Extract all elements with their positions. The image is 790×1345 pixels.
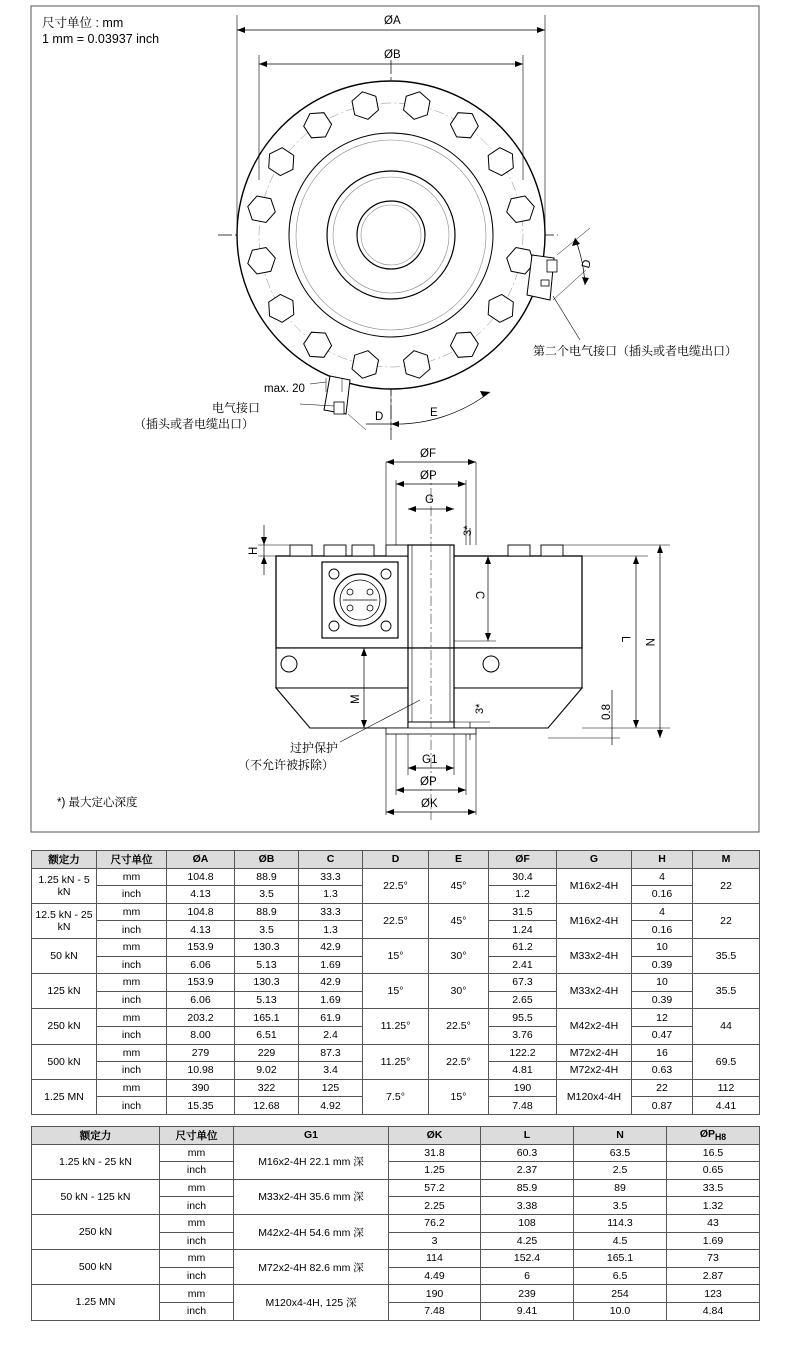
table-cell: 61.9: [299, 1009, 363, 1027]
table-cell: 16: [632, 1044, 693, 1062]
table-cell: M42x2-4H: [557, 1009, 632, 1044]
table-cell: 61.2: [489, 938, 557, 956]
table-cell: 1.2: [489, 886, 557, 904]
table-cell: 30.4: [489, 868, 557, 886]
table-cell: 1.3: [299, 921, 363, 939]
force-cell: 250 kN: [32, 1214, 160, 1249]
table-cell: 239: [481, 1285, 574, 1303]
unit-cell: mm: [160, 1144, 234, 1162]
dim-b-label: ØB: [384, 49, 401, 61]
top-view: [134, 15, 737, 440]
force-cell: 1.25 MN: [32, 1285, 160, 1320]
table-row: [32, 974, 760, 992]
table-cell: 22.5°: [363, 868, 429, 903]
table-cell: 3.38: [481, 1197, 574, 1215]
table-cell: 22.5°: [429, 1009, 489, 1044]
table-cell: 10: [632, 974, 693, 992]
table-cell: 4.84: [667, 1302, 760, 1320]
unit-cell: mm: [160, 1285, 234, 1303]
overload-note-line-1: 过护保护: [290, 741, 339, 755]
table-header-cell: D: [363, 851, 429, 869]
table-cell: 0.39: [632, 956, 693, 974]
table-row: [32, 903, 760, 921]
table-row: [32, 938, 760, 956]
table-header-cell: M: [693, 851, 760, 869]
table-cell: M16x2-4H: [557, 903, 632, 938]
units-line-1: 尺寸单位 : mm: [42, 16, 124, 30]
dim-g-label: G: [425, 494, 434, 506]
table-cell: 11.25°: [363, 1044, 429, 1079]
dim-k-label: ØK: [421, 798, 438, 810]
force-cell: 1.25 MN: [32, 1079, 97, 1114]
thread-cell: M42x2-4H 54.6 mm 深: [234, 1214, 389, 1249]
table-cell: 3.5: [235, 921, 299, 939]
table-cell: 60.3: [481, 1144, 574, 1162]
plug-connector: [322, 562, 398, 638]
table-row: [32, 1044, 760, 1062]
table-cell: 1.69: [667, 1232, 760, 1250]
dim-f-label: ØF: [420, 448, 436, 460]
table-cell: 0.16: [632, 921, 693, 939]
force-cell: 125 kN: [32, 974, 97, 1009]
table-cell: 22.5°: [363, 903, 429, 938]
unit-cell: mm: [160, 1250, 234, 1268]
table-cell: 104.8: [167, 868, 235, 886]
unit-cell: inch: [97, 1097, 167, 1115]
table-cell: 190: [389, 1285, 481, 1303]
connector-2-note: 第二个电气接口（插头或者电缆出口）: [533, 344, 738, 358]
table-cell: 4.41: [693, 1097, 760, 1115]
table-header-cell: 额定力: [32, 851, 97, 869]
table-cell: 88.9: [235, 903, 299, 921]
table-cell: 4: [632, 903, 693, 921]
table-cell: 153.9: [167, 938, 235, 956]
table-cell: 7.48: [489, 1097, 557, 1115]
dim-a-label: ØA: [384, 15, 401, 27]
table-cell: 15°: [363, 974, 429, 1009]
table-cell: 4.49: [389, 1267, 481, 1285]
table-cell: 67.3: [489, 974, 557, 992]
table-cell: 3: [389, 1232, 481, 1250]
table-cell: 57.2: [389, 1179, 481, 1197]
table-cell: 165.1: [574, 1250, 667, 1268]
dim-l-label: L: [619, 636, 631, 643]
table-cell: M16x2-4H: [557, 868, 632, 903]
table-cell: 10.98: [167, 1062, 235, 1080]
table-cell: 114.3: [574, 1214, 667, 1232]
table-cell: 114: [389, 1250, 481, 1268]
dimension-table-2: [31, 1126, 760, 1321]
force-cell: 1.25 kN - 25 kN: [32, 1144, 160, 1179]
dim-d-right-label: D: [580, 258, 594, 270]
table-cell: 123: [667, 1285, 760, 1303]
table-cell: 229: [235, 1044, 299, 1062]
table-cell: 1.32: [667, 1197, 760, 1215]
table-cell: 1.24: [489, 921, 557, 939]
table-header-cell: ØB: [235, 851, 299, 869]
unit-cell: mm: [160, 1179, 234, 1197]
table-cell: 31.8: [389, 1144, 481, 1162]
table-header-cell: 尺寸单位: [97, 851, 167, 869]
table-cell: M33x2-4H: [557, 938, 632, 973]
table-row: [32, 1144, 760, 1162]
table-cell: 73: [667, 1250, 760, 1268]
table-cell: 0.65: [667, 1162, 760, 1180]
unit-cell: mm: [97, 974, 167, 992]
table-header-cell: H: [632, 851, 693, 869]
table-row: [32, 1179, 760, 1197]
table-cell: 279: [167, 1044, 235, 1062]
table-cell: 22: [693, 903, 760, 938]
table-cell: 2.37: [481, 1162, 574, 1180]
force-cell: 1.25 kN - 5 kN: [32, 868, 97, 903]
table-cell: 2.5: [574, 1162, 667, 1180]
table-row: [32, 1214, 760, 1232]
table-row: [32, 1285, 760, 1303]
connector-bottom: [134, 376, 490, 431]
table-cell: 2.4: [299, 1026, 363, 1044]
connector-1-line-2: （插头或者电缆出口）: [134, 417, 255, 431]
unit-cell: inch: [97, 991, 167, 1009]
dim-p-top-label: ØP: [420, 470, 437, 482]
table-cell: 33.3: [299, 903, 363, 921]
table-cell: 108: [481, 1214, 574, 1232]
force-cell: 500 kN: [32, 1250, 160, 1285]
footnote: *) 最大定心深度: [57, 797, 138, 809]
table-cell: 7.5°: [363, 1079, 429, 1114]
table-cell: M72x2-4H: [557, 1062, 632, 1080]
table-header-cell: L: [481, 1127, 574, 1145]
unit-cell: inch: [97, 956, 167, 974]
max20-label: max. 20: [264, 383, 305, 395]
unit-cell: mm: [160, 1214, 234, 1232]
table-cell: 390: [167, 1079, 235, 1097]
table-cell: 85.9: [481, 1179, 574, 1197]
force-cell: 50 kN - 125 kN: [32, 1179, 160, 1214]
table-cell: 45°: [429, 868, 489, 903]
table-cell: 87.3: [299, 1044, 363, 1062]
table-cell: 5.13: [235, 956, 299, 974]
table-cell: 9.02: [235, 1062, 299, 1080]
table-cell: 15°: [429, 1079, 489, 1114]
dim-e-label: E: [430, 407, 438, 419]
dim-d-bottom-label: D: [375, 411, 384, 423]
table-cell: 165.1: [235, 1009, 299, 1027]
table-cell: 10: [632, 938, 693, 956]
table-cell: M120x4-4H: [557, 1079, 632, 1114]
table-cell: 122.2: [489, 1044, 557, 1062]
table-cell: 88.9: [235, 868, 299, 886]
table-cell: 2.41: [489, 956, 557, 974]
table-cell: 0.16: [632, 886, 693, 904]
table-cell: 11.25°: [363, 1009, 429, 1044]
thread-cell: M33x2-4H 35.6 mm 深: [234, 1179, 389, 1214]
unit-cell: inch: [97, 886, 167, 904]
dim-c-label: C: [473, 591, 485, 600]
unit-cell: mm: [97, 1079, 167, 1097]
table-row: [32, 1250, 760, 1268]
table-cell: 15°: [363, 938, 429, 973]
table-header-cell: 尺寸单位: [160, 1127, 234, 1145]
table-cell: 35.5: [693, 938, 760, 973]
table-cell: 0.87: [632, 1097, 693, 1115]
table-cell: 0.39: [632, 991, 693, 1009]
table-cell: 2.65: [489, 991, 557, 1009]
table-cell: 0.63: [632, 1062, 693, 1080]
table-header-cell: N: [574, 1127, 667, 1145]
table-header-cell: G: [557, 851, 632, 869]
table-cell: 15.35: [167, 1097, 235, 1115]
table-cell: 33.3: [299, 868, 363, 886]
unit-cell: inch: [160, 1232, 234, 1250]
table-cell: 6.51: [235, 1026, 299, 1044]
table-header-cell: ØF: [489, 851, 557, 869]
table-header-cell: ØA: [167, 851, 235, 869]
table-cell: 322: [235, 1079, 299, 1097]
table-cell: 152.4: [481, 1250, 574, 1268]
thread-cell: M16x2-4H 22.1 mm 深: [234, 1144, 389, 1179]
connector-1-line-1: 电气接口: [212, 401, 261, 415]
table-cell: 2.25: [389, 1197, 481, 1215]
table-cell: M33x2-4H: [557, 974, 632, 1009]
unit-cell: inch: [160, 1162, 234, 1180]
table-cell: 4.13: [167, 921, 235, 939]
table-cell: 4.5: [574, 1232, 667, 1250]
table-cell: 4.81: [489, 1062, 557, 1080]
table-cell: 22: [632, 1079, 693, 1097]
side-view: [57, 448, 670, 820]
connector-right: [527, 228, 737, 358]
table-cell: 30°: [429, 938, 489, 973]
force-cell: 50 kN: [32, 938, 97, 973]
table-cell: 22: [693, 868, 760, 903]
table-cell: 4.92: [299, 1097, 363, 1115]
table-cell: 3.76: [489, 1026, 557, 1044]
table-cell: 1.69: [299, 956, 363, 974]
table-cell: 6.5: [574, 1267, 667, 1285]
table-cell: 95.5: [489, 1009, 557, 1027]
table-cell: 44: [693, 1009, 760, 1044]
unit-cell: inch: [160, 1302, 234, 1320]
table-cell: 22.5°: [429, 1044, 489, 1079]
table-cell: 125: [299, 1079, 363, 1097]
table-cell: 33.5: [667, 1179, 760, 1197]
dim-m-label: M: [350, 694, 362, 704]
table-cell: 31.5: [489, 903, 557, 921]
table-cell: 1.25: [389, 1162, 481, 1180]
table-header-row: [32, 851, 760, 869]
table-cell: M72x2-4H: [557, 1044, 632, 1062]
table-cell: 10.0: [574, 1302, 667, 1320]
dim-08-label: 0.8: [601, 704, 613, 720]
table-cell: 4.13: [167, 886, 235, 904]
table-cell: 43: [667, 1214, 760, 1232]
table-row: [32, 868, 760, 886]
table-row: [32, 1079, 760, 1097]
unit-cell: inch: [160, 1267, 234, 1285]
force-cell: 12.5 kN - 25 kN: [32, 903, 97, 938]
table-cell: 2.87: [667, 1267, 760, 1285]
table-header-cell: G1: [234, 1127, 389, 1145]
force-cell: 500 kN: [32, 1044, 97, 1079]
dim-p-bottom-label: ØP: [420, 776, 437, 788]
unit-cell: inch: [97, 1062, 167, 1080]
table-cell: 42.9: [299, 938, 363, 956]
table-cell: 4.25: [481, 1232, 574, 1250]
table-cell: 4: [632, 868, 693, 886]
table-cell: 0.47: [632, 1026, 693, 1044]
table-header-cell: ØK: [389, 1127, 481, 1145]
unit-cell: inch: [97, 1026, 167, 1044]
force-cell: 250 kN: [32, 1009, 97, 1044]
unit-cell: mm: [97, 868, 167, 886]
table-cell: 254: [574, 1285, 667, 1303]
table-cell: 1.69: [299, 991, 363, 1009]
table-cell: 42.9: [299, 974, 363, 992]
dim-h-label: H: [248, 546, 260, 555]
table-cell: 190: [489, 1079, 557, 1097]
table-cell: 12.68: [235, 1097, 299, 1115]
table-cell: 203.2: [167, 1009, 235, 1027]
table-header-cell: E: [429, 851, 489, 869]
table-cell: 63.5: [574, 1144, 667, 1162]
unit-cell: mm: [97, 903, 167, 921]
table-header-cell: 额定力: [32, 1127, 160, 1145]
table-cell: 130.3: [235, 974, 299, 992]
table-cell: 8.00: [167, 1026, 235, 1044]
table-cell: 6: [481, 1267, 574, 1285]
dim-3-bottom-label: 3*: [474, 703, 486, 714]
table-row: [32, 1009, 760, 1027]
table-cell: 9.41: [481, 1302, 574, 1320]
unit-cell: inch: [97, 921, 167, 939]
dim-3-top-label: 3*: [462, 525, 474, 536]
table-cell: 16.5: [667, 1144, 760, 1162]
thread-cell: M120x4-4H, 125 深: [234, 1285, 389, 1320]
unit-cell: mm: [97, 1044, 167, 1062]
dim-g1-label: G1: [422, 754, 438, 766]
table-cell: 104.8: [167, 903, 235, 921]
table-header-row: [32, 1127, 760, 1145]
table-cell: 6.06: [167, 956, 235, 974]
dim-n-label: N: [643, 638, 655, 647]
table-cell: 12: [632, 1009, 693, 1027]
thread-cell: M72x2-4H 82.6 mm 深: [234, 1250, 389, 1285]
table-cell: 89: [574, 1179, 667, 1197]
table-cell: 76.2: [389, 1214, 481, 1232]
table-cell: 7.48: [389, 1302, 481, 1320]
table-cell: 5.13: [235, 991, 299, 1009]
tolerance-subscript: H8: [714, 1132, 727, 1143]
table-cell: 153.9: [167, 974, 235, 992]
table-header-cell: C: [299, 851, 363, 869]
table-cell: 45°: [429, 903, 489, 938]
table-cell: 3.4: [299, 1062, 363, 1080]
unit-cell: inch: [160, 1197, 234, 1215]
table-cell: 6.06: [167, 991, 235, 1009]
table-cell: 30°: [429, 974, 489, 1009]
table-cell: 130.3: [235, 938, 299, 956]
table-cell: 1.3: [299, 886, 363, 904]
unit-cell: mm: [97, 1009, 167, 1027]
units-line-2: 1 mm = 0.03937 inch: [42, 32, 160, 46]
dimension-table-1: [31, 850, 760, 1115]
table-cell: 112: [693, 1079, 760, 1097]
table-cell: 69.5: [693, 1044, 760, 1079]
table-cell: 3.5: [235, 886, 299, 904]
table-header-cell: $ØP_{H8}$: [667, 1127, 760, 1145]
unit-cell: mm: [97, 938, 167, 956]
table-cell: 3.5: [574, 1197, 667, 1215]
overload-note-line-2: （不允许被拆除）: [238, 758, 335, 772]
table-cell: 35.5: [693, 974, 760, 1009]
